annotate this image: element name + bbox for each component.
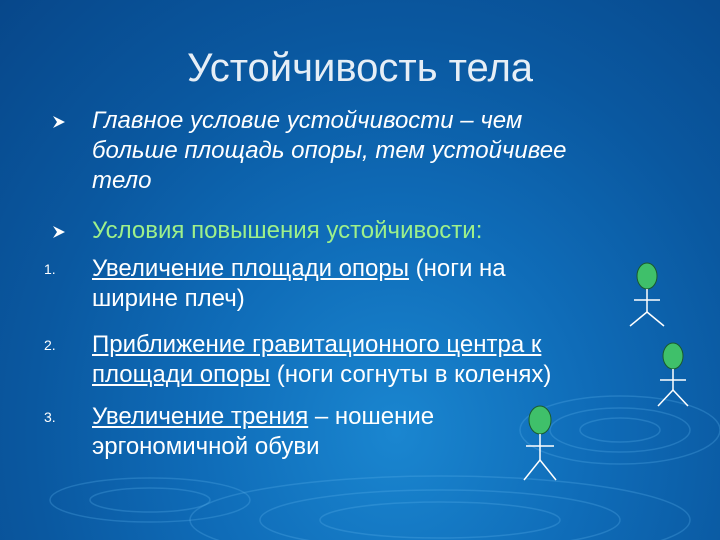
list-item-gravity-center bbox=[92, 330, 551, 390]
underlined-text: Увеличение площади опоры bbox=[92, 255, 409, 282]
slide-title: Устойчивость тела bbox=[186, 46, 534, 90]
bullet-conditions-heading bbox=[92, 216, 482, 246]
underlined-text: Увеличение трения bbox=[92, 403, 309, 430]
underlined-text: Приближение гравитационного центра к bbox=[92, 331, 542, 358]
list-number: 1. bbox=[44, 261, 56, 277]
list-number: 2. bbox=[44, 337, 56, 353]
bullet-line: тело bbox=[92, 167, 152, 194]
stick-figure-icon bbox=[646, 340, 700, 408]
arrow-bullet-icon bbox=[52, 115, 66, 129]
item-text: ширине плеч) bbox=[92, 285, 245, 312]
list-number: 3. bbox=[44, 409, 56, 425]
bullet-line: Главное условие устойчивости – чем bbox=[92, 107, 523, 134]
arrow-bullet-icon bbox=[52, 225, 66, 239]
item-text: – ношение bbox=[308, 403, 435, 430]
list-item-support-area bbox=[92, 254, 506, 314]
item-text: (ноги на bbox=[408, 255, 506, 282]
bullet-line: Условия повышения устойчивости: bbox=[92, 217, 483, 244]
underlined-text: площади опоры bbox=[92, 361, 271, 388]
stick-figure-icon bbox=[512, 404, 568, 484]
list-item-friction bbox=[92, 402, 434, 462]
item-text: (ноги согнуты в коленях) bbox=[270, 361, 552, 388]
stick-figure-icon bbox=[620, 262, 674, 330]
item-text: эргономичной обуви bbox=[92, 433, 320, 460]
bullet-line: больше площадь опоры, тем устойчивее bbox=[92, 137, 567, 164]
bullet-main-condition bbox=[92, 106, 566, 196]
